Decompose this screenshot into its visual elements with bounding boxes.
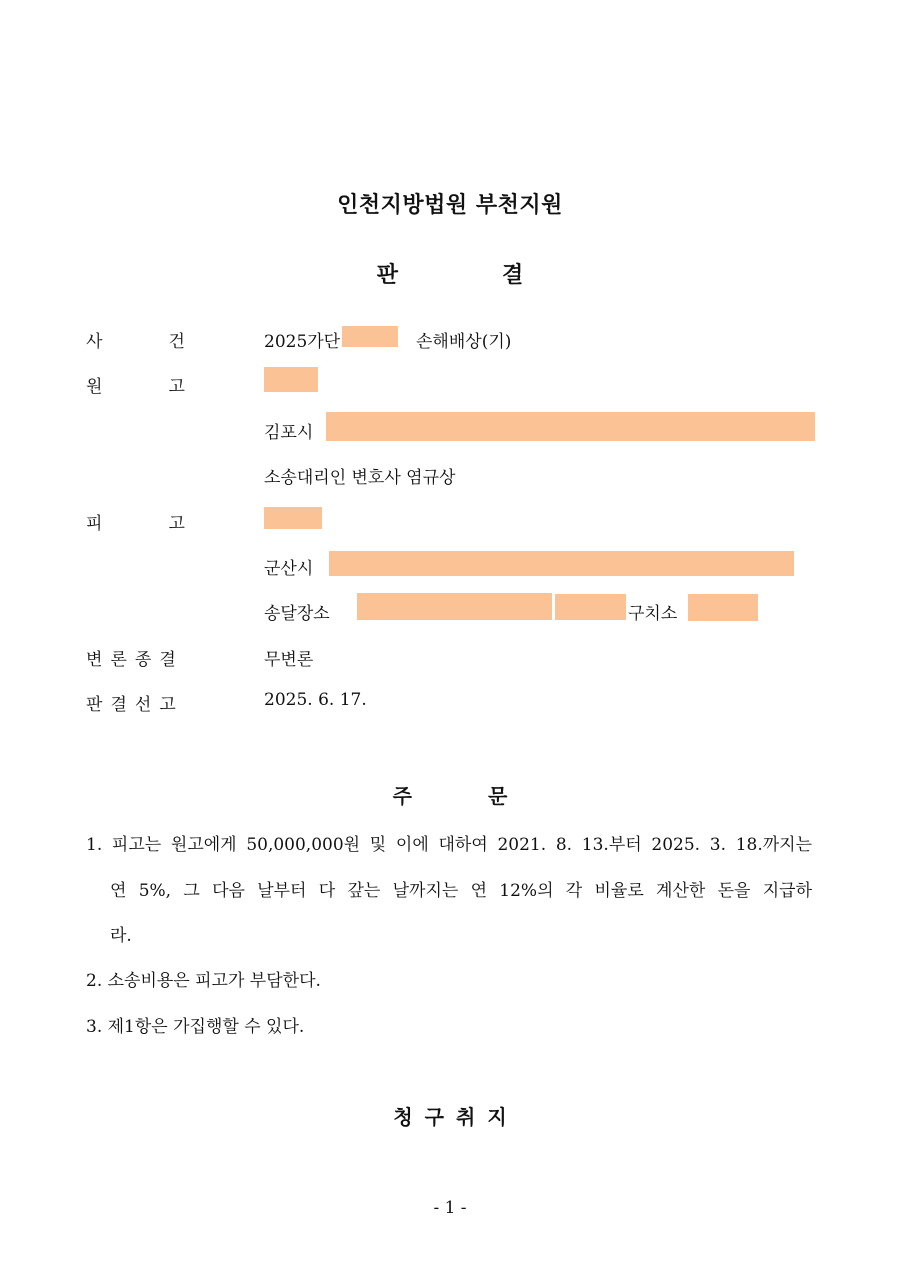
- case-label-char-2: 건: [168, 332, 185, 352]
- sentence-label-char-4: 고: [159, 695, 176, 715]
- court-name: 인천지방법원 부천지원: [337, 193, 563, 218]
- page-number: - 1 -: [433, 1198, 467, 1218]
- delivery-place-label: 송달장소: [264, 604, 330, 624]
- order-item-3: 3. 제1항은 가집행할 수 있다.: [86, 1017, 305, 1037]
- order-item-1-line-1: 1. 피고는 원고에게 50,000,000원 및 이에 대하여 2021. 8. 13.부터 2025. 3. 18.까지는: [86, 835, 812, 855]
- defendant-label: [86, 509, 185, 534]
- title-char-2: 결: [502, 263, 524, 288]
- claim-title-char-3: 취: [456, 1105, 476, 1129]
- redaction-delivery-address-1: [357, 593, 552, 620]
- closing-label-char-2: 론: [110, 650, 127, 670]
- sentence-date: 2025. 6. 17.: [264, 690, 367, 710]
- closing-label-char-1: 변: [86, 650, 103, 670]
- document-title: [0, 258, 900, 289]
- defendant-address-prefix: 군산시: [264, 559, 314, 579]
- redaction-delivery-address-2: [555, 594, 626, 620]
- claim-title-char-4: 지: [487, 1105, 507, 1129]
- plaintiff-label-char-1: 원: [86, 377, 103, 397]
- defendant-label-char-2: 고: [168, 514, 185, 534]
- delivery-detention-center: 구치소: [628, 604, 678, 624]
- sentence-label-char-3: 선: [134, 695, 152, 715]
- plaintiff-label: [86, 372, 185, 397]
- sentence-label-char-2: 결: [110, 695, 127, 715]
- claim-title: [0, 1101, 900, 1130]
- redaction-defendant-address: [329, 551, 794, 576]
- case-label: [86, 327, 185, 352]
- case-label-char-1: 사: [86, 332, 103, 352]
- order-title: [0, 780, 900, 809]
- closing-value: 무변론: [264, 650, 314, 670]
- redaction-defendant-name: [264, 507, 322, 529]
- plaintiff-label-char-2: 고: [168, 377, 185, 397]
- sentence-label: [86, 690, 176, 715]
- case-name: 손해배상(기): [416, 332, 512, 352]
- closing-label-char-3: 종: [134, 650, 152, 670]
- claim-title-char-2: 구: [424, 1105, 444, 1129]
- order-item-1-line-2: 연 5%, 그 다음 날부터 다 갚는 날까지는 연 12%의 각 비율로 계산한 돈을 지급하: [110, 881, 812, 901]
- closing-label: [86, 645, 176, 670]
- sentence-label-char-1: 판: [86, 695, 103, 715]
- order-item-2: 2. 소송비용은 피고가 부담한다.: [86, 971, 321, 991]
- redaction-detention-number: [688, 594, 758, 621]
- claim-title-char-1: 청: [393, 1105, 413, 1129]
- closing-label-char-4: 결: [159, 650, 176, 670]
- case-number: 2025가단: [264, 332, 341, 352]
- order-title-char-1: 주: [392, 784, 412, 808]
- plaintiff-representative: 소송대리인 변호사 염규상: [264, 468, 456, 488]
- order-title-char-2: 문: [488, 784, 508, 808]
- redaction-case-number: [342, 326, 398, 347]
- order-item-1-line-3: 라.: [110, 926, 132, 946]
- defendant-label-char-1: 피: [86, 514, 103, 534]
- title-char-1: 판: [376, 263, 398, 288]
- redaction-plaintiff-name: [264, 367, 318, 392]
- plaintiff-address-prefix: 김포시: [264, 423, 314, 443]
- redaction-plaintiff-address: [326, 412, 815, 441]
